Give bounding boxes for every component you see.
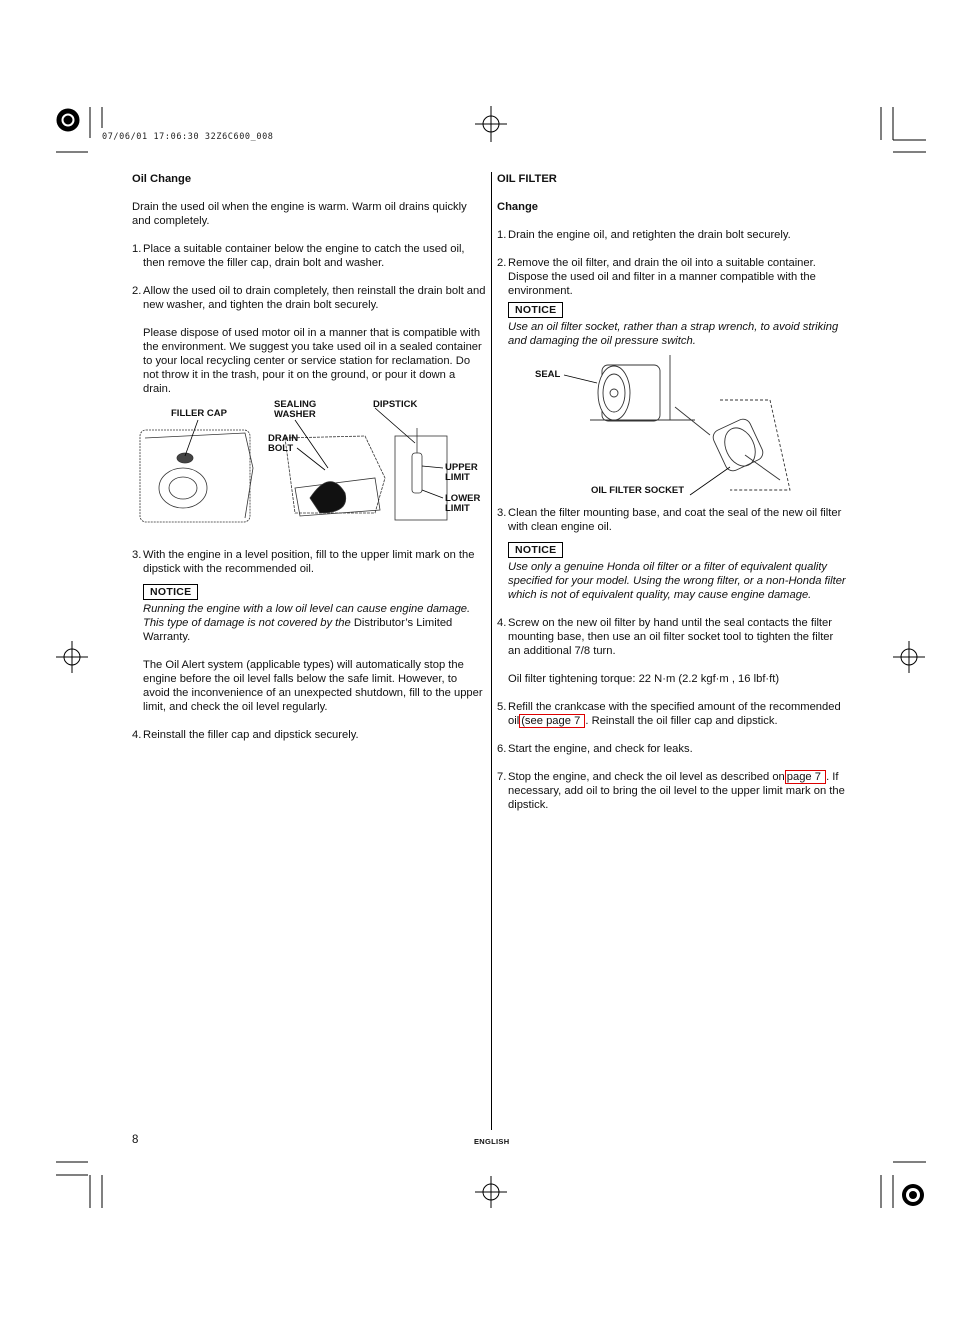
notice-text: Use only a genuine Honda oil filter or a filter of equivalent quality specified for your model. Using the wrong filter, or a non-Honda filter which is not of equivalent quality, may cause engine damage. (508, 561, 846, 601)
rosette-icon (902, 1184, 924, 1206)
left-column-lower (132, 548, 486, 756)
page-link[interactable]: page 7 (786, 771, 825, 783)
notice-block (497, 542, 847, 602)
intro-text: Drain the used oil when the engine is warm. Warm oil drains quickly and completely. (132, 201, 467, 227)
notice-label: NOTICE (143, 584, 198, 600)
page-number: 8 (132, 1134, 139, 1146)
oil-filter-illustration (530, 355, 800, 500)
label-drain-bolt: DRAIN (268, 433, 299, 444)
dispose-text: Please dispose of used motor oil in a manner that is compatible with the environment. We suggest you take used oil in a sealed container to your local recycling center or service station for reclamation. Do not throw it in the trash, pour it on the ground, or pour it down a drain. (143, 327, 482, 395)
list-item: 2. Remove the oil filter, and drain the oil into a suitable container. Dispose the used oil and filter in a manner compatible with the environment. (497, 257, 816, 297)
label-upper-limit: LIMIT (445, 472, 470, 483)
notice-block (497, 302, 847, 348)
notice-label: NOTICE (508, 302, 563, 318)
right-column-lower (497, 506, 847, 826)
section-heading: Oil Change (132, 173, 192, 185)
footer-language: ENGLISH (474, 1137, 510, 1146)
oil-alert-text: The Oil Alert system (applicable types) will automatically stop the engine before the oil level falls below the safe limit. However, to avoid the inconvenience of an unexpected shutdown, fill to the upper limit, and check the oil level regularly. (143, 659, 483, 713)
oil-change-figure (135, 398, 485, 528)
left-column (132, 172, 486, 410)
notice-text: Use an oil filter socket, rather than a strap wrench, to avoid striking and damaging the oil pressure switch. (508, 321, 839, 347)
list-item: 5. Refill the crankcase with the specified amount of the recommended oil (see page 7 . Reinstall the oil filler cap and dipstick. (497, 701, 841, 727)
label-dipstick: DIPSTICK (373, 399, 418, 410)
list-item: 1. Place a suitable container below the engine to catch the used oil, then remove the filler cap, drain bolt and washer. (132, 243, 465, 269)
print-timestamp: 07/06/01 17:06:30 32Z6C600_008 (102, 132, 274, 142)
page-link[interactable]: (see page 7 (521, 715, 584, 727)
notice-label: NOTICE (508, 542, 563, 558)
label-filler-cap: FILLER CAP (171, 408, 227, 419)
label-sealing-washer: SEALING (274, 399, 317, 410)
label-oil-filter-socket: OIL FILTER SOCKET (591, 485, 685, 496)
rosette-icon (57, 109, 79, 131)
label-drain-bolt: BOLT (268, 443, 294, 454)
label-lower-limit: LOWER (445, 493, 481, 504)
label-lower-limit: LIMIT (445, 503, 470, 514)
column-divider (491, 172, 492, 1130)
list-item: 3. Clean the filter mounting base, and coat the seal of the new oil filter with clean engine oil. (497, 507, 842, 533)
notice-block (132, 584, 486, 714)
notice-text-tail: Distributor’s Limited Warranty. (143, 617, 453, 643)
list-item: 4. Screw on the new oil filter by hand until the seal contacts the filter mounting base, then use an oil filter socket tool to tighten the filter an additional 7/8 turn. (497, 617, 834, 657)
list-item: 1. Drain the engine oil, and retighten the drain bolt securely. (497, 229, 791, 241)
right-column (497, 172, 847, 348)
torque-spec: Oil filter tightening torque: 22 N·m (2.2 kgf·m , 16 lbf·ft) (508, 673, 780, 685)
list-item: 4. Reinstall the filler cap and dipstick securely. (132, 729, 359, 741)
oil-filter-figure (530, 355, 800, 500)
list-item: 7. Stop the engine, and check the oil level as described on page 7 . If necessary, add oil to bring the oil level to the upper limit mark on the dipstick. (497, 771, 845, 811)
list-item: 6. Start the engine, and check for leaks. (497, 743, 693, 755)
label-sealing-washer: WASHER (274, 409, 316, 420)
notice-text: Running the engine with a low oil level can cause engine damage. This type of damage is not covered by the (143, 603, 471, 629)
section-heading: OIL FILTER (497, 173, 557, 185)
label-upper-limit: UPPER (445, 462, 478, 473)
sub-heading: Change (497, 201, 539, 213)
label-seal: SEAL (535, 369, 561, 380)
list-item: 3. With the engine in a level position, fill to the upper limit mark on the dipstick with the recommended oil. (132, 549, 475, 575)
list-item: 2. Allow the used oil to drain completely, then reinstall the drain bolt and new washer, and tighten the drain bolt securely. (132, 285, 486, 311)
